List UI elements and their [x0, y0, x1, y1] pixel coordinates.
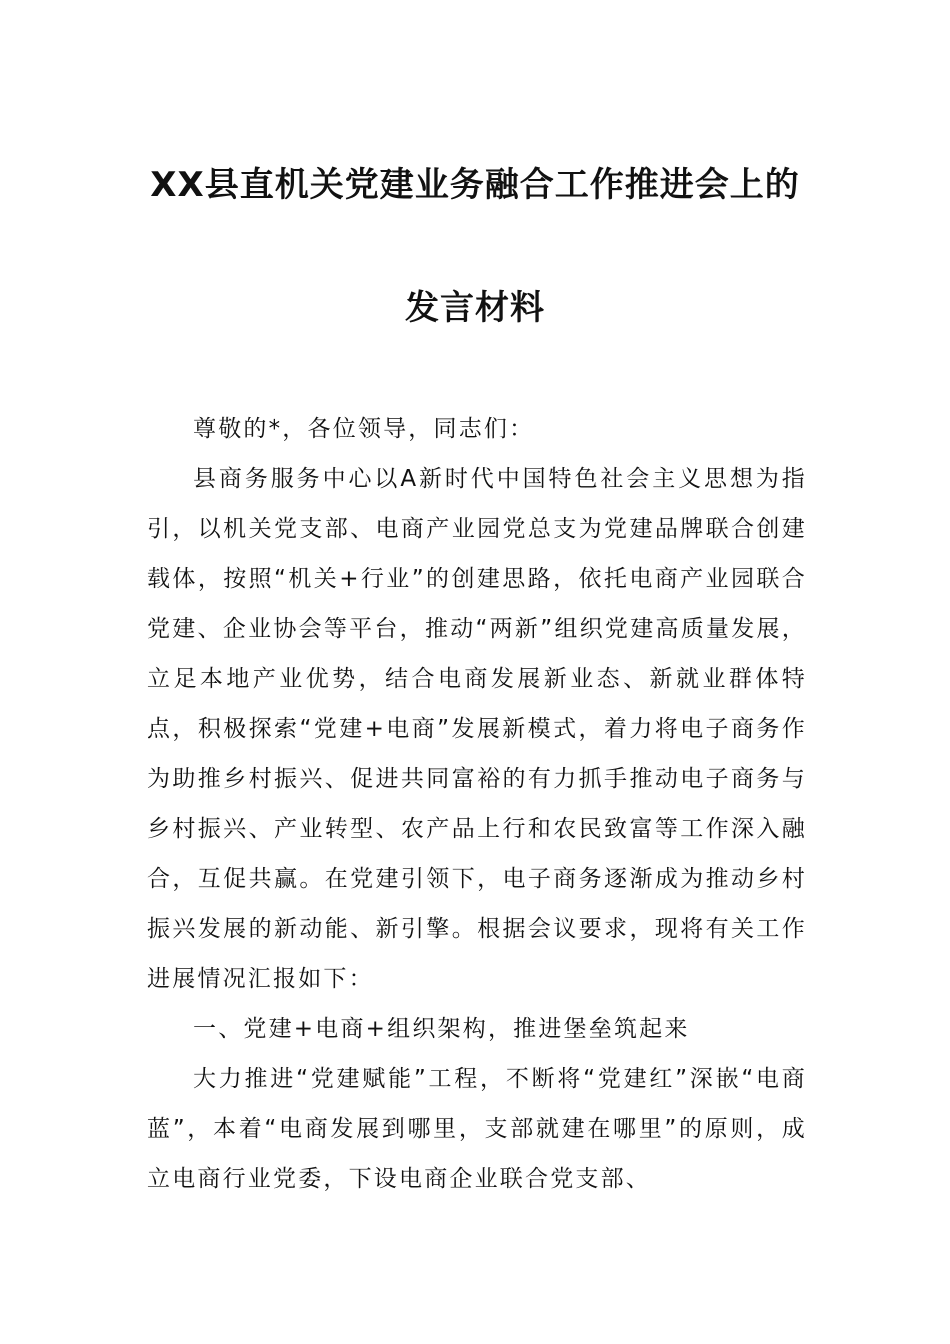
- section-heading-1: 一、党建+电商+组织架构，推进堡垒筑起来: [193, 1016, 690, 1042]
- salutation: 尊敬的*，各位领导，同志们：: [193, 416, 535, 442]
- document-title-line-1: XX县直机关党建业务融合工作推进会上的: [150, 165, 800, 205]
- document-title-line-2: 发言材料: [405, 288, 545, 328]
- paragraph-section-1: 大力推进“党建赋能”工程，不断将“党建红”深嵌“电商蓝”，本着“电商发展到哪里，支部就建在哪里”的原则，成立电商行业党委，下设电商企业联合党支部、: [147, 1066, 807, 1192]
- document-body: [147, 404, 807, 1204]
- paragraph-intro: 县商务服务中心以A新时代中国特色社会主义思想为指引，以机关党支部、电商产业园党总支为党建品牌联合创建载体，按照“机关+行业”的创建思路，依托电商产业园联合党建、企业协会等平台，推动“两新”组织党建高质量发展，立足本地产业优势，结合电商发展新业态、新就业群体特点，积极探索“党建+电商”发展新模式，着力将电子商务作为助推乡村振兴、促进共同富裕的有力抓手推动电子商务与乡村振兴、产业转型、农产品上行和农民致富等工作深入融合，互促共赢。在党建引领下，电子商务逐渐成为推动乡村振兴发展的新动能、新引擎。根据会议要求，现将有关工作进展情况汇报如下：: [147, 466, 807, 992]
